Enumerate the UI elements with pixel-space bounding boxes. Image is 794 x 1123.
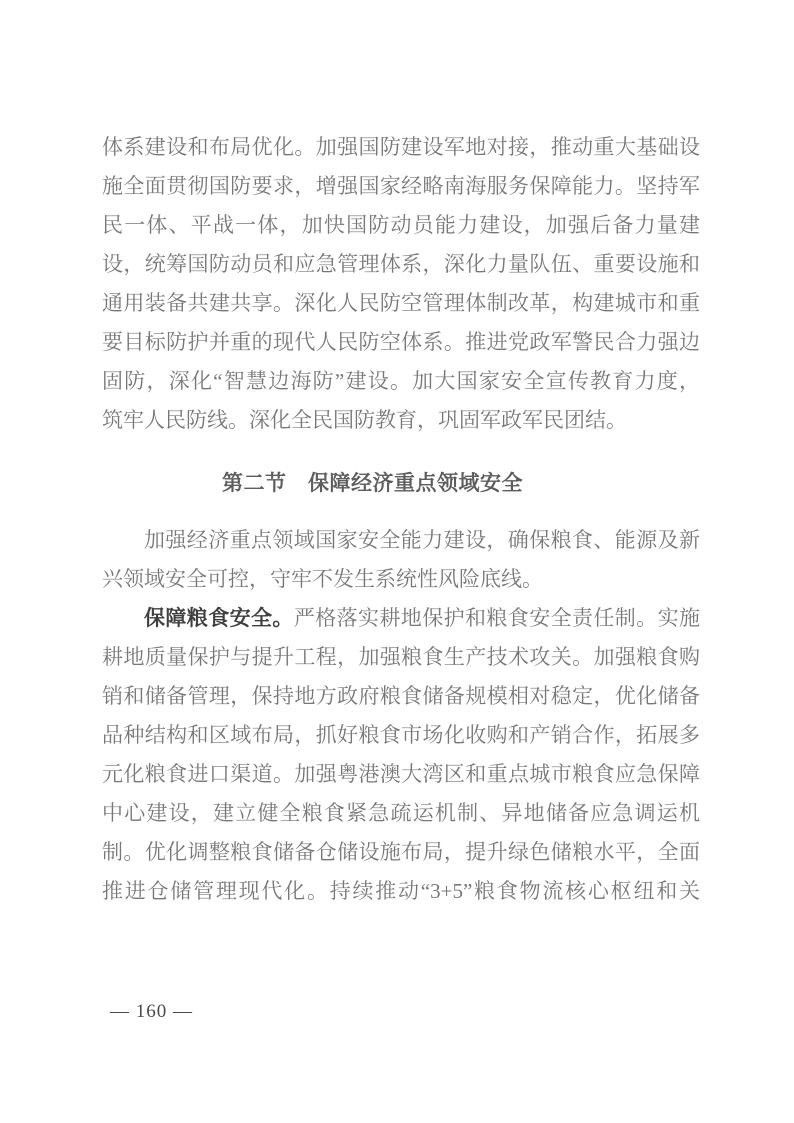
text-line — [102, 245, 700, 284]
bold-lead: 保障粮食安全。 — [144, 606, 294, 630]
text-line — [102, 284, 700, 323]
page-number: — 160 — — [110, 1001, 193, 1022]
text-segment: 要目标防护并重的现代人民防空体系。推进党政军警民合力强边 — [102, 330, 700, 354]
text-line — [102, 560, 700, 599]
text-segment: 施全面贯彻国防要求，增强国家经略南海服务保障能力。坚持军 — [102, 174, 700, 198]
text-line — [102, 323, 700, 362]
text-segment: 推进仓储管理现代化。持续推动“3+5”粮食物流核心枢纽和关 — [102, 879, 700, 903]
text-line — [102, 716, 700, 755]
text-segment: 通用装备共建共享。深化人民防空管理体制改革，构建城市和重 — [102, 291, 700, 315]
text-line — [102, 677, 700, 716]
text-line — [102, 638, 700, 677]
text-line — [102, 206, 700, 245]
text-segment: 制。优化调整粮食储备仓储设施布局，提升绿色储粮水平，全面 — [102, 840, 700, 864]
text-segment: 体系建设和布局优化。加强国防建设军地对接，推动重大基础设 — [102, 135, 700, 159]
text-segment: 兴领域安全可控，守牢不发生系统性风险底线。 — [102, 567, 543, 591]
text-segment: 设，统筹国防动员和应急管理体系，深化力量队伍、重要设施和 — [102, 252, 700, 276]
paragraph-national-defense — [102, 128, 700, 440]
text-line — [102, 521, 700, 560]
paragraph-economy-intro — [102, 521, 700, 599]
text-segment: 筑牢人民防线。深化全民国防教育，巩固军政军民团结。 — [102, 408, 627, 432]
text-segment: 元化粮食进口渠道。加强粤港澳大湾区和重点城市粮食应急保障 — [102, 762, 700, 786]
text-line — [102, 599, 700, 638]
text-line — [102, 755, 700, 794]
text-line — [102, 167, 700, 206]
paragraph-grain-security — [102, 599, 700, 911]
text-line — [102, 401, 700, 440]
section-heading: 第二节 保障经济重点领域安全 — [222, 471, 523, 495]
text-segment: 民一体、平战一体，加快国防动员能力建设，加强后备力量建 — [102, 213, 700, 237]
text-segment: 品种结构和区域布局，抓好粮食市场化收购和产销合作，拓展多 — [102, 723, 700, 747]
text-segment: 严格落实耕地保护和粮食安全责任制。实施 — [293, 606, 700, 630]
text-segment: 耕地质量保护与提升工程，加强粮食生产技术攻关。加强粮食购 — [102, 645, 700, 669]
text-segment: 销和储备管理，保持地方政府粮食储备规模相对稳定，优化储备 — [102, 684, 700, 708]
text-line — [102, 128, 700, 167]
text-line — [102, 872, 700, 911]
text-line — [102, 362, 700, 401]
text-segment: 中心建设，建立健全粮食紧急疏运机制、异地储备应急调运机 — [102, 801, 700, 825]
page-content — [102, 128, 700, 911]
text-segment: 固防，深化“智慧边海防”建设。加大国家安全宣传教育力度， — [102, 369, 700, 393]
text-line — [102, 794, 700, 833]
text-line — [102, 833, 700, 872]
text-segment: 加强经济重点领域国家安全能力建设，确保粮食、能源及新 — [144, 528, 700, 552]
